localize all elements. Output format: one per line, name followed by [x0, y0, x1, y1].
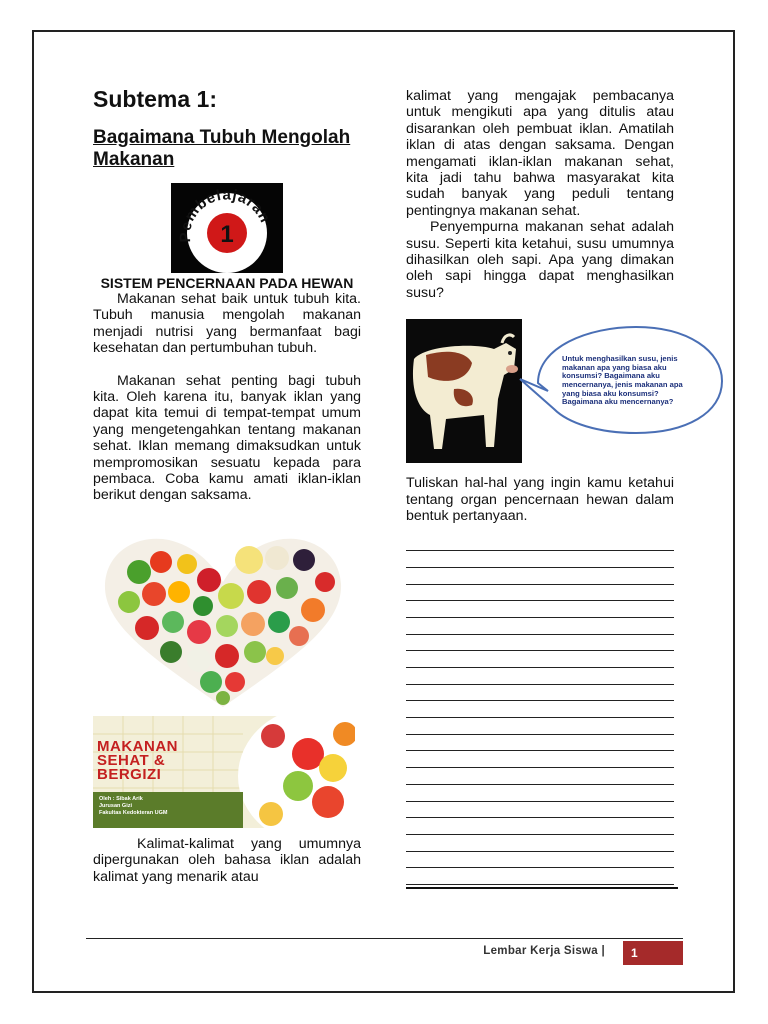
right-paragraph-1: kalimat yang mengajak pembacanya untuk mengikuti apa yang ditulis atau disarankan oleh pembuat iklan. Amatilah iklan di atas dengan saksama. Dengan mengamati iklan-iklan makanan sehat, kita jadi tahu bahwa masyarakat kita sudah banyak yang peduli tentang pentingnya makanan sehat. — [406, 88, 674, 219]
instruction-text: Tuliskan hal-hal yang ingin kamu ketahui tentang organ pencernaan hewan dalam bentuk pertanyaan. — [406, 475, 674, 525]
pembelajaran-badge-graphic — [171, 183, 283, 273]
left-paragraph-1: Makanan sehat baik untuk tubuh kita. Tubuh manusia mengolah makanan menjadi nutrisi yang bermanfaat bagi kesehatan dan pertumbuhan tubuh. — [93, 291, 361, 357]
answer-lines-end — [406, 887, 678, 889]
page-footer — [86, 938, 683, 966]
cover-title-line-2: SEHAT & — [97, 751, 166, 769]
cow-image — [406, 319, 522, 463]
cover-credit-line-3: Fakultas Kedokteran UGM — [99, 809, 168, 816]
pembelajaran-badge — [171, 183, 283, 273]
cover-credit-line-1: Oleh : Sibak Arik — [99, 795, 143, 802]
left-paragraph-2: Makanan sehat penting bagi tubuh kita. Oleh karena itu, banyak iklan yang dapat kita temui di tempat-tempat umum yang mengetengahkan tentang makanan sehat. Iklan memang dimaksudkan untuk mempromosikan sesuatu kepada para pembaca. Coba kamu amati iklan-iklan berikut dengan saksama. — [93, 372, 361, 504]
cover-credit — [99, 796, 167, 817]
left-paragraph-3: Kalimat-kalimat yang umumnya dipergunakan oleh bahasa iklan adalah kalimat yang menarik atau — [93, 835, 361, 885]
cover-title — [97, 737, 178, 783]
right-paragraph-2: Penyempurna makanan sehat adalah susu. Seperti kita ketahui, susu umumnya dihasilkan oleh sapi. Apa yang dimakan oleh sapi hingga dapat menghasilkan susu? — [406, 219, 674, 301]
cow-illustration — [406, 319, 683, 469]
left-column — [93, 86, 361, 885]
section-title: SISTEM PENCERNAAN PADA HEWAN — [100, 275, 354, 291]
subtema-heading: Subtema 1: — [93, 86, 217, 112]
badge-arc-text: Pembelajaran — [176, 186, 274, 243]
speech-bubble-text: Untuk menghasilkan susu, jenis makanan apa yang biasa aku konsumsi? Bagaimana aku mencernanya, jenis makanan apa yang biasa aku konsumsi? Bagaimana aku mencernanya? — [562, 354, 683, 407]
vegetable-heart-image — [99, 532, 347, 710]
footer-label: Lembar Kerja Siswa | — [483, 945, 605, 957]
cover-title-line-3: BERGIZI — [97, 765, 162, 783]
subtitle: Bagaimana Tubuh Mengolah Makanan — [93, 127, 351, 170]
cover-title-line-1: MAKANAN — [97, 737, 178, 755]
healthy-food-cover-image — [93, 716, 355, 828]
badge-number: 1 — [220, 221, 234, 248]
answer-lines[interactable] — [406, 535, 674, 885]
page-number: 1 — [623, 941, 683, 965]
right-column — [406, 88, 683, 889]
cover-credit-line-2: Jurusan Gizi — [99, 802, 133, 809]
